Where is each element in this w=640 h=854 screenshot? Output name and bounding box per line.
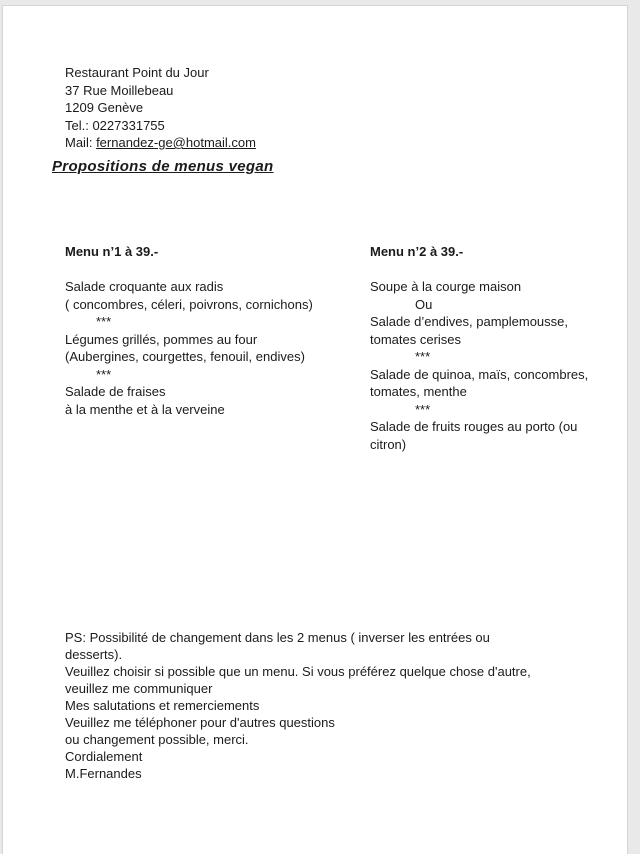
menu-2-column — [370, 243, 630, 453]
menu-2-separator-2: *** — [415, 401, 431, 417]
menu-2-separator-1: *** — [415, 349, 431, 364]
menu-2-item-2: Salade d’endives, pamplemousse, — [370, 314, 569, 329]
footer-line-5: Mes salutations et remerciements — [65, 698, 260, 713]
menu-1-spacer — [65, 261, 365, 279]
menu-2-item-4-detail: citron) — [370, 436, 407, 452]
footer-line-2: desserts). — [65, 647, 123, 662]
menu-2-heading: Menu n’2 à 39.- — [370, 244, 464, 259]
email-link[interactable]: fernandez-ge@hotmail.com — [96, 135, 256, 150]
menu-1-heading: Menu n’1 à 39.- — [65, 244, 159, 259]
phone-line: Tel.: 0227331755 — [65, 117, 165, 133]
document-page — [2, 5, 628, 854]
footer-line-3: Veuillez choisir si possible que un menu. Si vous préférez quelque chose d'autre, — [65, 664, 531, 679]
menu-1-item-3: Salade de fraises — [65, 384, 166, 399]
mail-label: Mail: — [65, 135, 97, 150]
mail-line — [65, 134, 256, 152]
footer-line-8: Cordialement — [65, 749, 143, 764]
street-address: 37 Rue Moillebeau — [65, 82, 174, 98]
menu-2-item-3-detail: tomates, menthe — [370, 384, 467, 399]
menu-2-item-4: Salade de fruits rouges au porto (ou — [370, 419, 578, 434]
page-title: Propositions de menus vegan — [52, 158, 274, 175]
menu-1-column — [65, 243, 365, 418]
footer-line-4: veuillez me communiquer — [65, 681, 213, 696]
footer-line-1: PS: Possibilité de changement dans les 2 menus ( inverser les entrées ou — [65, 630, 490, 645]
menu-1-item-3-detail: à la menthe et à la verveine — [65, 401, 225, 417]
menu-2-or: Ou — [415, 296, 433, 312]
menu-1-separator-2: *** — [96, 366, 112, 382]
menu-2-item-2-detail: tomates cerises — [370, 331, 462, 347]
closing-notes — [65, 629, 531, 782]
menu-1-item-1: Salade croquante aux radis — [65, 279, 224, 294]
menu-1-item-2-detail: (Aubergines, courgettes, fenouil, endives) — [65, 349, 305, 364]
menu-2-item-3: Salade de quinoa, maïs, concombres, — [370, 366, 589, 382]
menu-2-spacer — [370, 261, 630, 279]
city-line: 1209 Genève — [65, 100, 144, 115]
footer-signature: M.Fernandes — [65, 766, 142, 781]
footer-line-6: Veuillez me téléphoner pour d'autres questions — [65, 715, 335, 730]
menu-1-item-2: Légumes grillés, pommes au four — [65, 331, 258, 347]
sender-address-block — [65, 64, 256, 152]
menu-2-item-1: Soupe à la courge maison — [370, 279, 522, 294]
menu-1-item-1-detail: ( concombres, céleri, poivrons, cornichons) — [65, 296, 313, 312]
menu-1-separator-1: *** — [96, 314, 112, 329]
footer-line-7: ou changement possible, merci. — [65, 732, 249, 747]
restaurant-name: Restaurant Point du Jour — [65, 65, 209, 80]
